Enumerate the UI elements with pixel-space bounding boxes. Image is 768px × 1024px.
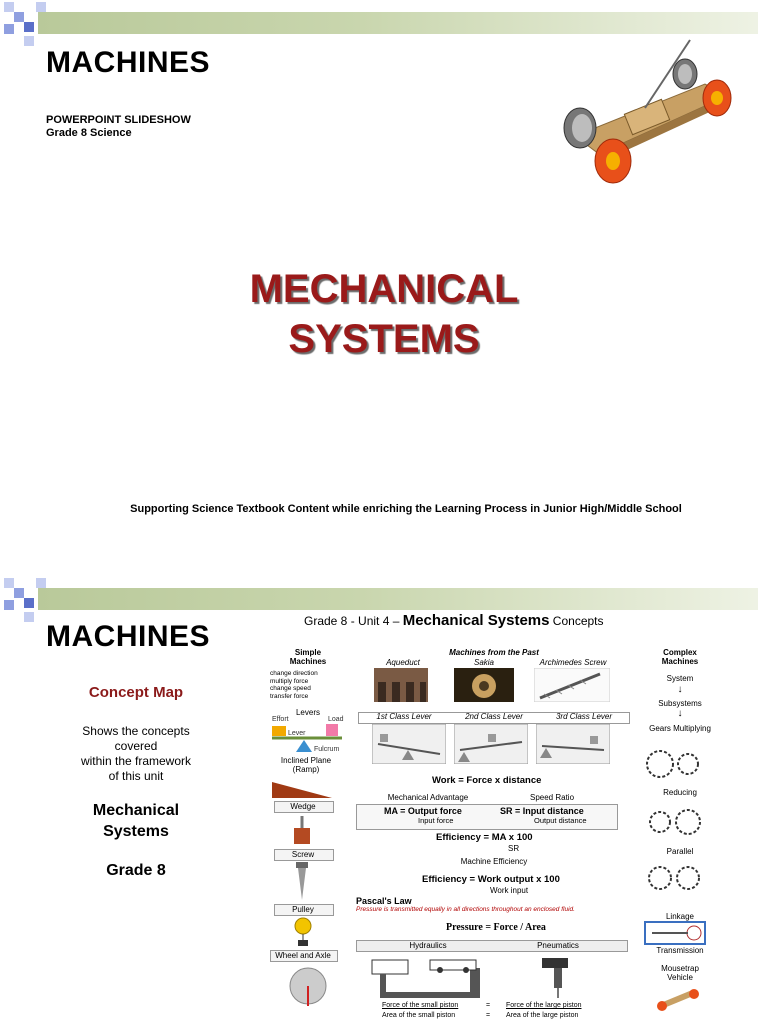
machine-efficiency-label: Machine Efficiency xyxy=(460,857,528,866)
corner-square xyxy=(4,2,14,12)
mousetrap-vehicle-label: Mousetrap Vehicle xyxy=(661,964,699,982)
hydraulics-label: Hydraulics xyxy=(409,941,447,950)
corner-square xyxy=(36,578,46,588)
efficiency-formula-1: Efficiency = MA x 100 xyxy=(436,832,533,843)
pulley-label: Pulley xyxy=(292,905,314,914)
heading-suffix: Concepts xyxy=(549,614,604,628)
arrow-down-icon: ↓ xyxy=(677,708,683,719)
efficiency-1-denominator: SR xyxy=(508,844,520,853)
concept-description xyxy=(30,724,242,784)
sakia-image xyxy=(454,668,514,702)
description-line: covered xyxy=(114,739,158,753)
subtitle-line-2: Grade 8 Science xyxy=(46,127,132,139)
equals-sign: = xyxy=(486,1012,491,1019)
header-bar xyxy=(38,12,758,34)
corner-square xyxy=(24,612,34,622)
first-class-lever-diagram xyxy=(372,724,446,764)
hydraulics-diagram xyxy=(370,952,490,998)
sakia-label: Sakia xyxy=(473,658,494,667)
pressure-formula: Pressure = Force / Area xyxy=(446,922,546,933)
slide-title: MACHINES xyxy=(46,46,211,79)
machines-past-label: Machines from the Past xyxy=(449,648,539,657)
class3-label: 3rd Class Lever xyxy=(555,712,613,721)
corner-square xyxy=(36,2,46,12)
load-label: Load xyxy=(328,716,344,723)
screw-label: Screw xyxy=(291,850,315,859)
fulcrum-label: Fulcrum xyxy=(314,746,340,753)
label-line: Systems xyxy=(103,823,169,840)
slide-2 xyxy=(0,570,768,1024)
wedge-label: Wedge xyxy=(290,802,316,811)
complex-machines-label: Complex Machines xyxy=(661,648,699,666)
third-class-lever-diagram xyxy=(536,724,610,764)
concept-map-diagram xyxy=(268,600,713,1024)
linkage-label: Linkage xyxy=(665,912,695,921)
main-title-line-1: MECHANICAL xyxy=(249,267,519,311)
concept-map-label: Concept Map xyxy=(88,684,184,701)
mousetrap-vehicle-image xyxy=(652,982,702,1012)
tagline: Supporting Science Textbook Content while enriching the Learning Process in Junior High/Middle School xyxy=(130,503,682,515)
bullet-item: change speed xyxy=(270,685,311,692)
corner-square xyxy=(4,600,14,610)
ramp-icon xyxy=(272,780,334,800)
bullet-item: change direction xyxy=(270,670,318,677)
mechanical-systems-label xyxy=(30,800,242,842)
simple-machines-bullets xyxy=(270,670,318,700)
ma-label: Mechanical Advantage xyxy=(387,793,469,802)
effort-label: Effort xyxy=(272,716,289,723)
pulley-icon xyxy=(288,916,318,946)
parallel-label: Parallel xyxy=(666,847,694,856)
gear-icon xyxy=(644,806,706,838)
corner-square xyxy=(4,578,14,588)
sr-denominator: Output distance xyxy=(534,816,587,825)
pneumatics-label: Pneumatics xyxy=(537,941,579,950)
large-piston-force: Force of the large piston xyxy=(506,1002,582,1009)
diagram-heading xyxy=(304,612,704,629)
mousetrap-car-image xyxy=(555,36,740,186)
equals-sign: = xyxy=(486,1002,491,1009)
gear-icon xyxy=(644,746,706,782)
archimedes-label: Archimedes Screw xyxy=(539,658,607,667)
subsystems-label: Subsystems xyxy=(658,699,702,708)
corner-square xyxy=(24,598,34,608)
corner-square xyxy=(14,12,24,22)
gear-icon xyxy=(644,862,706,894)
grade-label: Grade 8 xyxy=(106,862,166,879)
corner-square xyxy=(14,588,24,598)
archimedes-screw-image xyxy=(534,668,610,702)
lever-label: Lever xyxy=(288,730,306,737)
small-piston-area: Area of the small piston xyxy=(382,1012,456,1019)
simple-machines-label: Simple Machines xyxy=(289,648,327,666)
large-piston-area: Area of the large piston xyxy=(506,1012,579,1019)
description-line: within the framework xyxy=(80,754,192,768)
efficiency-formula-2: Efficiency = Work output x 100 xyxy=(422,874,560,885)
pascals-law-title: Pascal's Law xyxy=(356,896,412,906)
ma-equation: MA = Output force xyxy=(384,806,462,816)
heading-main: Mechanical Systems xyxy=(402,612,550,629)
label-line: Mechanical xyxy=(92,802,180,819)
sr-label: Speed Ratio xyxy=(529,793,575,802)
slide-title: MACHINES xyxy=(46,620,211,653)
subtitle-line-1: POWERPOINT SLIDESHOW xyxy=(46,114,191,126)
aqueduct-image xyxy=(374,668,428,702)
system-label: System xyxy=(666,674,694,683)
reducing-label: Reducing xyxy=(663,788,697,797)
description-line: Shows the concepts xyxy=(82,724,190,738)
main-title-line-2: SYSTEMS xyxy=(288,317,480,361)
second-class-lever-diagram xyxy=(454,724,528,764)
aqueduct-label: Aqueduct xyxy=(386,658,420,667)
bullet-item: transfer force xyxy=(270,692,309,700)
description-line: of this unit xyxy=(108,769,164,783)
arrow-down-icon: ↓ xyxy=(677,684,683,695)
sr-equation: SR = Input distance xyxy=(500,806,584,816)
transmission-label: Transmission xyxy=(656,946,704,955)
ma-denominator: Input force xyxy=(418,816,454,825)
pneumatic-drill-image xyxy=(538,956,578,1000)
heading-prefix: Grade 8 - Unit 4 – xyxy=(304,614,403,628)
efficiency-2-denominator: Work input xyxy=(490,886,529,895)
corner-square xyxy=(24,36,34,46)
screw-icon xyxy=(294,862,310,902)
inclined-plane-label: Inclined Plane (Ramp) xyxy=(280,756,332,774)
bullet-item: multiply force xyxy=(270,677,309,685)
corner-square xyxy=(24,22,34,32)
small-piston-force: Force of the small piston xyxy=(382,1002,459,1009)
wedge-icon xyxy=(290,816,314,846)
wheel-axle-label: Wheel and Axle xyxy=(275,951,331,960)
work-formula: Work = Force x distance xyxy=(432,775,542,786)
levers-label: Levers xyxy=(295,708,320,717)
pascals-law-text: Pressure is transmitted equally in all directions throughout an enclosed fluid. xyxy=(356,906,575,913)
linkage-icon xyxy=(644,921,706,945)
wheel-axle-icon xyxy=(282,964,330,1008)
gears-multiplying-label: Gears Multiplying xyxy=(649,724,711,733)
class1-label: 1st Class Lever xyxy=(376,712,432,721)
corner-square xyxy=(4,24,14,34)
class2-label: 2nd Class Lever xyxy=(465,712,523,721)
